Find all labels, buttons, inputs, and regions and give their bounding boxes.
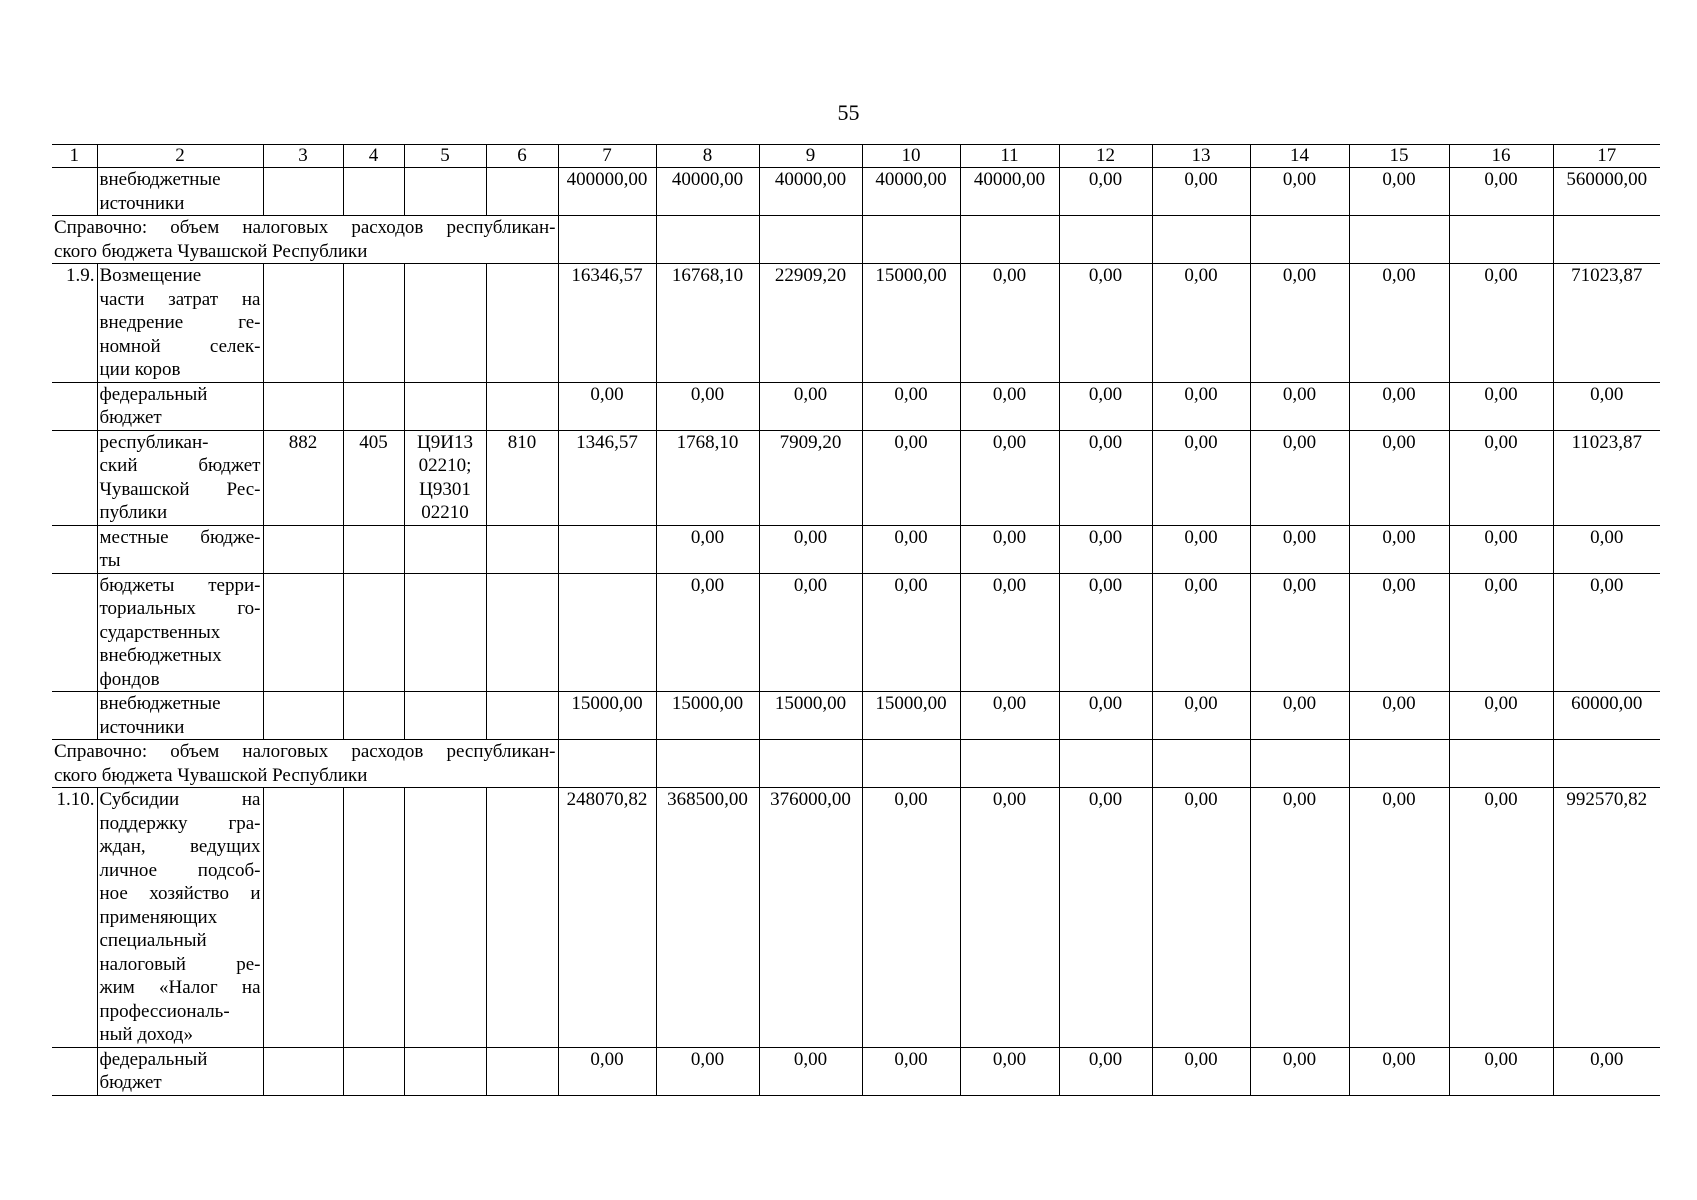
value-col-11 [960,216,1059,264]
code-target-article [404,264,486,383]
value-col-7 [558,740,656,788]
code-expense-type [486,525,558,573]
value-col-9: 0,00 [759,525,862,573]
code-ministry [263,382,343,430]
code-section [343,525,404,573]
value-col-7: 248070,82 [558,788,656,1048]
row-name-line: поддержку гра- [99,812,261,834]
row-name [97,573,263,692]
value-col-10: 15000,00 [862,692,960,740]
value-col-9: 22909,20 [759,264,862,383]
row-name [97,430,263,525]
column-number-1: 1 [52,145,97,168]
reference-note-line: Справочно: объем налоговых расходов республикан- [54,217,556,238]
row-name [97,168,263,216]
code-target-article [404,1047,486,1095]
row-name-line: федеральный [99,1048,208,1070]
row-name-line: внебюджетные [99,169,221,190]
value-col-16: 0,00 [1449,573,1553,692]
value-col-9: 7909,20 [759,430,862,525]
column-number-17: 17 [1553,145,1660,168]
value-col-9: 0,00 [759,382,862,430]
column-number-5: 5 [404,145,486,168]
value-col-9: 0,00 [759,573,862,692]
row-name-line: Чувашской Рес- [99,478,261,500]
code-target-article-line: Ц9И13 [417,431,473,453]
value-col-12: 0,00 [1059,573,1152,692]
value-col-13: 0,00 [1152,382,1250,430]
row-name-line: налоговый ре- [99,953,261,975]
value-col-7 [558,216,656,264]
value-col-7: 400000,00 [558,168,656,216]
reference-note [52,740,558,788]
value-col-11: 0,00 [960,1047,1059,1095]
row-name [97,382,263,430]
page-number: 55 [837,100,860,125]
reference-note-line: ского бюджета Чувашской Республики [54,240,368,262]
column-number-4: 4 [343,145,404,168]
value-col-17: 60000,00 [1553,692,1660,740]
value-col-8: 0,00 [656,525,759,573]
value-col-10: 15000,00 [862,264,960,383]
value-col-8: 15000,00 [656,692,759,740]
value-col-8: 0,00 [656,1047,759,1095]
table-row [52,382,1660,430]
row-name-line: части затрат на [99,288,261,310]
row-name-line: бюджет [99,407,162,428]
value-col-14: 0,00 [1250,168,1349,216]
value-col-9: 376000,00 [759,788,862,1048]
value-col-16: 0,00 [1449,264,1553,383]
value-col-17: 0,00 [1553,1047,1660,1095]
code-target-article-line: 02210 [421,502,469,523]
code-ministry [263,264,343,383]
reference-note-line: Справочно: объем налоговых расходов республикан- [54,741,556,762]
code-ministry [263,692,343,740]
code-expense-type: 810 [486,430,558,525]
column-number-9: 9 [759,145,862,168]
row-name-line: ное хозяйство и [99,883,261,904]
value-col-14: 0,00 [1250,692,1349,740]
row-name-line: ториальных го- [99,598,261,619]
code-expense-type [486,168,558,216]
value-col-13: 0,00 [1152,264,1250,383]
value-col-15: 0,00 [1349,788,1449,1048]
value-col-14: 0,00 [1250,382,1349,430]
value-col-11: 0,00 [960,692,1059,740]
code-expense-type [486,1047,558,1095]
row-name-line: источники [99,716,185,738]
row-index [52,525,97,573]
value-col-10: 0,00 [862,1047,960,1095]
value-col-13: 0,00 [1152,168,1250,216]
row-index [52,692,97,740]
row-name [97,264,263,383]
value-col-13: 0,00 [1152,430,1250,525]
value-col-16: 0,00 [1449,525,1553,573]
code-target-article [404,168,486,216]
row-index: 1.9. [52,264,97,383]
table-row [52,264,1660,383]
value-col-11: 0,00 [960,525,1059,573]
row-name-line: ный доход» [99,1024,193,1045]
row-name [97,525,263,573]
row-name-line: профессиональ- [99,1000,230,1022]
row-index [52,430,97,525]
value-col-17: 992570,82 [1553,788,1660,1048]
value-col-15 [1349,740,1449,788]
row-name-line: Возмещение [99,265,202,286]
row-name-line: внебюджетные [99,693,221,714]
value-col-13 [1152,216,1250,264]
value-col-12 [1059,740,1152,788]
value-col-11: 0,00 [960,264,1059,383]
value-col-7 [558,525,656,573]
column-number-6: 6 [486,145,558,168]
value-col-8: 0,00 [656,573,759,692]
row-name-line: ский бюджет [99,455,261,476]
value-col-8: 1768,10 [656,430,759,525]
column-number-row [52,145,1660,168]
value-col-10: 0,00 [862,573,960,692]
row-name-line: специальный [99,930,207,951]
code-target-article-line: Ц9301 [419,478,471,500]
value-col-12: 0,00 [1059,788,1152,1048]
code-target-article [404,430,486,525]
value-col-7 [558,573,656,692]
value-col-8: 16768,10 [656,264,759,383]
code-expense-type [486,573,558,692]
value-col-16: 0,00 [1449,168,1553,216]
value-col-13: 0,00 [1152,525,1250,573]
value-col-16 [1449,740,1553,788]
value-col-17 [1553,740,1660,788]
value-col-16: 0,00 [1449,788,1553,1048]
value-col-12 [1059,216,1152,264]
value-col-15: 0,00 [1349,525,1449,573]
value-col-12: 0,00 [1059,168,1152,216]
column-number-14: 14 [1250,145,1349,168]
value-col-16: 0,00 [1449,692,1553,740]
row-name-line: Субсидии на [99,789,261,810]
value-col-15: 0,00 [1349,168,1449,216]
value-col-14 [1250,216,1349,264]
value-col-12: 0,00 [1059,430,1152,525]
value-col-8: 0,00 [656,382,759,430]
value-col-10 [862,216,960,264]
value-col-14: 0,00 [1250,573,1349,692]
reference-note [52,216,558,264]
code-ministry [263,573,343,692]
code-section [343,1047,404,1095]
value-col-13: 0,00 [1152,1047,1250,1095]
value-col-7: 16346,57 [558,264,656,383]
row-name-line: публики [99,502,168,523]
row-name-line: ции коров [99,359,181,380]
code-ministry: 882 [263,430,343,525]
value-col-9: 0,00 [759,1047,862,1095]
table-body [52,168,1660,1096]
value-col-11: 0,00 [960,788,1059,1048]
row-name-line: фондов [99,668,160,690]
value-col-10: 0,00 [862,525,960,573]
code-ministry [263,788,343,1048]
row-name-line: федеральный [99,383,208,405]
code-section [343,692,404,740]
row-index [52,573,97,692]
value-col-14: 0,00 [1250,1047,1349,1095]
value-col-16: 0,00 [1449,1047,1553,1095]
code-target-article [404,573,486,692]
value-col-12: 0,00 [1059,382,1152,430]
value-col-7: 0,00 [558,1047,656,1095]
code-section [343,788,404,1048]
row-name-line: бюджет [99,1072,162,1093]
value-col-11: 0,00 [960,573,1059,692]
value-col-13: 0,00 [1152,573,1250,692]
table-row [52,525,1660,573]
code-expense-type [486,382,558,430]
value-col-14: 0,00 [1250,788,1349,1048]
value-col-15: 0,00 [1349,264,1449,383]
value-col-15: 0,00 [1349,692,1449,740]
row-index [52,1047,97,1095]
value-col-12: 0,00 [1059,692,1152,740]
value-col-10: 0,00 [862,788,960,1048]
value-col-17: 0,00 [1553,573,1660,692]
value-col-14: 0,00 [1250,525,1349,573]
value-col-10: 0,00 [862,382,960,430]
column-number-16: 16 [1449,145,1553,168]
code-ministry [263,525,343,573]
value-col-7: 1346,57 [558,430,656,525]
value-col-15: 0,00 [1349,430,1449,525]
value-col-17: 560000,00 [1553,168,1660,216]
row-name-line: жим «Налог на [99,977,261,998]
value-col-13: 0,00 [1152,788,1250,1048]
row-name [97,692,263,740]
column-number-12: 12 [1059,145,1152,168]
value-col-17: 0,00 [1553,382,1660,430]
code-section [343,264,404,383]
column-number-10: 10 [862,145,960,168]
row-name-line: номной селек- [99,335,261,357]
value-col-12: 0,00 [1059,264,1152,383]
value-col-8 [656,216,759,264]
value-col-14: 0,00 [1250,264,1349,383]
value-col-17 [1553,216,1660,264]
code-target-article [404,788,486,1048]
value-col-16: 0,00 [1449,430,1553,525]
value-col-15 [1349,216,1449,264]
value-col-14 [1250,740,1349,788]
row-index: 1.10. [52,788,97,1048]
value-col-15: 0,00 [1349,573,1449,692]
code-expense-type [486,788,558,1048]
code-section [343,382,404,430]
row-name-line: ждан, ведущих [99,836,261,857]
code-ministry [263,1047,343,1095]
table-row [52,788,1660,1048]
code-section: 405 [343,430,404,525]
value-col-9 [759,740,862,788]
table-row [52,168,1660,216]
reference-row [52,740,1660,788]
reference-row [52,216,1660,264]
code-expense-type [486,692,558,740]
code-target-article [404,525,486,573]
row-name-line: источники [99,192,185,214]
row-name-line: местные бюдже- [99,526,261,548]
table-row [52,573,1660,692]
row-name-line: республикан- [99,431,209,453]
value-col-11: 0,00 [960,430,1059,525]
row-name-line: ты [99,550,121,571]
value-col-12: 0,00 [1059,1047,1152,1095]
column-number-7: 7 [558,145,656,168]
value-col-17: 71023,87 [1553,264,1660,383]
row-name [97,1047,263,1095]
code-target-article [404,382,486,430]
value-col-15: 0,00 [1349,1047,1449,1095]
value-col-17: 0,00 [1553,525,1660,573]
row-name-line: личное подсоб- [99,859,261,881]
value-col-11: 40000,00 [960,168,1059,216]
code-expense-type [486,264,558,383]
code-section [343,168,404,216]
code-section [343,573,404,692]
value-col-11: 0,00 [960,382,1059,430]
row-name-line: внедрение ге- [99,312,261,333]
code-target-article [404,692,486,740]
value-col-10: 0,00 [862,430,960,525]
value-col-12: 0,00 [1059,525,1152,573]
value-col-10 [862,740,960,788]
row-name [97,788,263,1048]
value-col-11 [960,740,1059,788]
value-col-13 [1152,740,1250,788]
value-col-14: 0,00 [1250,430,1349,525]
row-name-line: сударственных [99,621,221,643]
value-col-9 [759,216,862,264]
value-col-9: 15000,00 [759,692,862,740]
row-name-line: бюджеты терри- [99,574,261,596]
value-col-13: 0,00 [1152,692,1250,740]
table-row [52,692,1660,740]
value-col-7: 0,00 [558,382,656,430]
value-col-8: 40000,00 [656,168,759,216]
code-ministry [263,168,343,216]
column-number-11: 11 [960,145,1059,168]
column-number-15: 15 [1349,145,1449,168]
reference-note-line: ского бюджета Чувашской Республики [54,764,368,786]
value-col-9: 40000,00 [759,168,862,216]
column-number-3: 3 [263,145,343,168]
column-number-2: 2 [97,145,263,168]
budget-table [52,144,1660,1096]
row-name-line: внебюджетных [99,645,222,666]
value-col-8: 368500,00 [656,788,759,1048]
column-number-13: 13 [1152,145,1250,168]
value-col-16: 0,00 [1449,382,1553,430]
value-col-15: 0,00 [1349,382,1449,430]
code-target-article-line: 02210; [418,455,472,476]
value-col-10: 40000,00 [862,168,960,216]
value-col-7: 15000,00 [558,692,656,740]
value-col-16 [1449,216,1553,264]
row-name-line: применяющих [99,906,218,928]
row-index [52,168,97,216]
table-row [52,430,1660,525]
value-col-17: 11023,87 [1553,430,1660,525]
row-index [52,382,97,430]
column-number-8: 8 [656,145,759,168]
table-row [52,1047,1660,1095]
value-col-8 [656,740,759,788]
